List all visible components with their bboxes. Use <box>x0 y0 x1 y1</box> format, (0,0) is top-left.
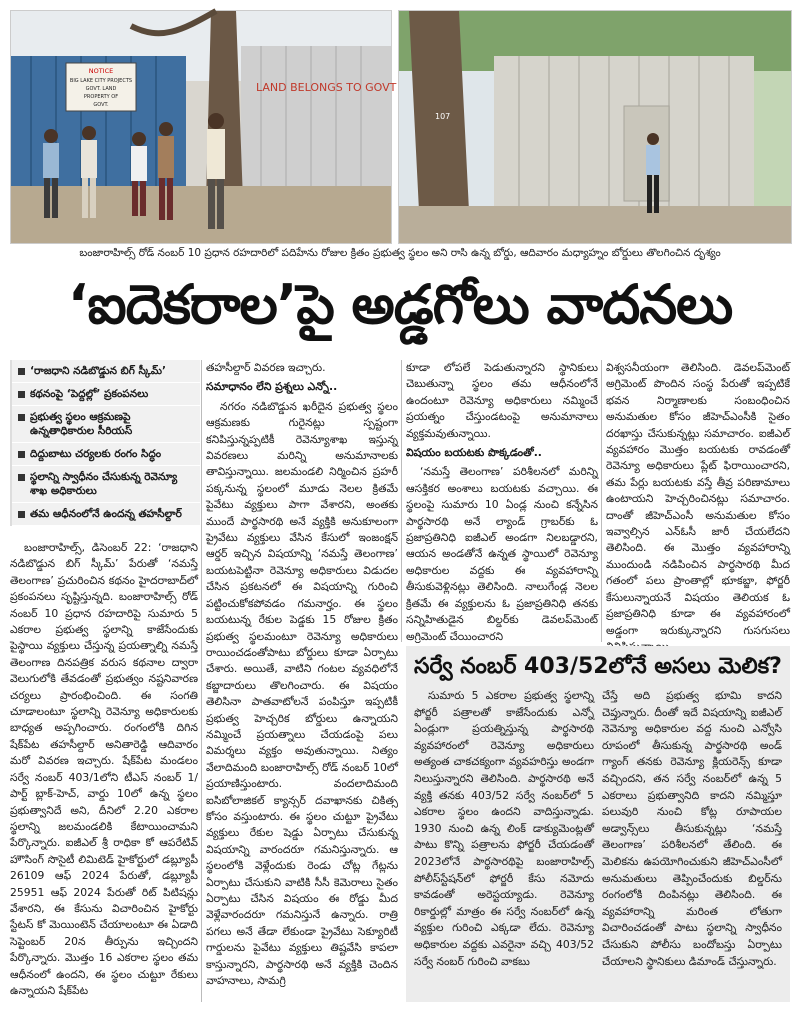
highlight-item <box>12 466 200 503</box>
highlight-item <box>12 503 200 526</box>
photo-right-illustration <box>399 11 791 243</box>
photo-boards-removed <box>398 10 792 244</box>
highlight-text: దిద్దుబాటు చర్యలకు రంగం సిద్ధం <box>30 448 162 460</box>
notice-board-line: GOVT. LAND <box>85 86 117 92</box>
article-column-4 <box>606 360 790 642</box>
article-column-1 <box>10 540 198 1002</box>
article-subhead: విషయం బయటకు పొక్కడంతో.. <box>406 446 542 460</box>
bullet-square-icon <box>18 414 25 421</box>
wall-graffiti: LAND BELONGS TO GOVT <box>256 81 397 94</box>
bullet-square-icon <box>18 474 25 481</box>
article-paragraph: చేస్తే అది ప్రభుత్వ భూమి కాదని చెప్తున్నారు. దీంతో ఇదే విషయాన్ని ఐజీఎల్ నెవెన్యూ అధికారుల వద్ద నుంచి ఎన్వోసి రూపంలో తీసుకున్న పార్థసారథి అండ్ గ్యాంగ్ తనకు రెవెన్యూ క్లియరెన్స్ కూడా వచ్చిందని, తన సర్వే నంబర్‌లో ఉన్న 5 ఎకరాలు ప్రభుత్వానిది కాదని నమ్మిస్తూ పలువురి నుంచి కోట్ల రూపాయల అడ్వాన్స్‌లు తీసుకున్నట్లు ‘నమస్తే తెలంగాణ’ పరిశీలనలో తేలింది. ఈ మెలికను ఉపయోగించుకుని జీహెచ్‌ఎంసీలో అనుమతులు తెప్పించేందుకు బిల్డర్‌ను రంగంలోకి దింపినట్లు తెలిసింది. ఈ వ్యవహారాన్ని మరింత లోతుగా విచారించడంతో పాటు స్థలాన్ని స్వాధీనం చేసుకుని పోలీసు బందోబస్తు ఏర్పాటు చేయాలని స్థానికులు డిమాండ్ చేస్తున్నారు. <box>602 689 782 968</box>
article-paragraph: విశ్వసనీయంగా తెలిసింది. డెవలప్‌మెంట్ అగ్రిమెంట్ పొందిన సంస్థ పేరుతో ఇప్పటికే భవన నిర్మాణాలకు సంబంధించిన అనుమతుల కోసం జీహెచ్‌ఎంసీకి సైతం దరఖాస్తు చేసుకున్నట్లు సమాచారం. ఐజీఎల్ వ్యవహారం మొత్తం బయటకు రావడంతో రెవెన్యూ అధికారులు ప్లేట్ ఫిరాయించారని, తమ పేర్లు బయటకు వస్తే తీవ్ర పరిణామాలు ఉంటాయని హెచ్చరించినట్లు సమాచారం. దాంతో జీహెచ్‌ఎంసీ అనుమతుల కోసం ఇవ్వాల్సిన ఎన్‌ఓసీ జారీ చేయలేదని తెలిసింది. ఈ మొత్తం వ్యవహారాన్ని ముందుండి నడిపించిన పార్థసారథి మీద గతంలో పలు ప్రాంతాల్లో భూకబ్జా, ఫోర్జరీ కేసులున్నాయనే విషయం తెలియక ఓ ప్రజాప్రతినిధి కూడా ఈ వ్యవహారంలో అడ్డంగా ఇరుక్కున్నారని గుసగుసలు <box>606 361 790 637</box>
article-paragraph: తహసీల్దార్ వివరణ ఇచ్చారు. <box>206 361 326 374</box>
highlight-text: తమ ఆధీనంలోనే ఉందన్న తహసీల్దార్ <box>30 508 182 520</box>
notice-board-line: GOVT. <box>93 102 109 108</box>
page-headline: ‘ఐదెకరాల’పై అడ్డగోలు వాదనలు <box>67 272 733 336</box>
photo-left-illustration <box>11 11 397 243</box>
article-column-3 <box>406 360 598 642</box>
article-paragraph: సుమారు 5 ఎకరాల ప్రభుత్వ స్థలాన్ని ఫోర్జరీ పత్రాలతో కాజేసేందుకు ఎన్నో ఏండ్లుగా ప్రయత్నిస్తున్న పార్థసారథి వ్యవహారంలో రెవెన్యూ అధికారులు అత్యంత చాకచక్యంగా వ్యవహరిస్తు అండగా నిలుస్తున్నారని తెలిసింది. పార్థసారథి అనే వ్యక్తి తనకు 403/52 సర్వే నంబర్‌లో 5 ఎకరాల స్థలం ఉందని వాదిస్తున్నాడు. 1930 నుంచి ఉన్న లింక్ డాక్యుమెంట్లతో పాటు కొన్ని పత్రాలను ఫోర్జరీ చేయడంతో 2023లోనే పార్థసారథిపై బంజారాహిల్స్ పోలీస్‌స్టేషన్‌లో ఫోర్జరీ కేసు నమోదు కావడంతో అరెస్టయ్యాడు. రెవెన్యూ రికార్డుల్లో మాత్రం ఈ సర్వే నంబర్‌లో ఉన్న వ్యక్తుల గురించి ఎక్కడా లేదు. రెవెన్యూ అధికారుల వద్దకు ఎవరైనా వచ్చి 403/52 సర్వే నంబర్ గురించి వాకబు <box>414 689 594 968</box>
article-paragraph: నగరం నడిబొడ్డున ఖరీదైన ప్రభుత్వ స్థలం ఆక్రమణకు గురైనట్లు స్పష్టంగా కనిపిస్తున్నప్పటికీ రెవెన్యూశాఖ ఇస్తున్న వివరణలు మరిన్ని అనుమానాలకు తావిస్తున్నాయి. జలమండలి నిర్మించిన ప్రహరీ పక్కనున్న స్థలంలో మూడు నెలల క్రితమే పైవేటు వ్యక్తులు పాగా వేశారని, అంతకు ముందే పార్థసారథి అనే వ్యక్తికి అనుకూలంగా ప్రైవేటు వ్యక్తులు వేసిన కేసులో ఇంజంక్షన్ ఆర్డర్ ఇచ్చిన విషయాన్ని ‘నమస్తే తెలంగాణ’ బయటపెట్టినా రెవెన్యూ అధికారులు విడుదల చేసిన ప్రకటనలో ఈ విషయాన్ని గురించి పట్టించుకోకపోవడం గమనార్హం. ఈ స్థలం బయటున్న రేకుల పెడ్డకు 15 రోజుల క్రితం ప్రభుత్వ స్థలమంటూ రెవెన్యూ అధికారులు రాయించడంతోపాటు బోర్డులు కూడా ఏర్పాటు చేశారు. అయితే, వాటిని గంటల వ్యవధిలోనే కబ్జాదారులు తొలగించారు. ఈ విషయం తెలిసినా పాతవాటోలనే పంపిస్తూ ఇప్పటికీ ప్రభుత్వ హెచ్చరిక బోర్డులు ఉన్నాయని నమ్మించే ప్రయత్నాలు చేయడంపై పలు విమర్శలు వ్యక్తం అవుతున్నాయి. నిత్యం వేలాదిమంది బంజారాహిల్స్ రోడ్ నంబర్ 10లో ప్రయాణిస్తుంటారు. వందలాదిమంది ఐసిబోలాజికల్ క్యాన్సర్ దవాఖానకు చికిత్స కోసం వస్తుంటారు. ఈ స్థలం చుట్టూ ప్రైవేటు వ్యక్తులు రేకుల షెడ్డు ఏర్పాటు చేసుకున్న విషయాన్ని వారందరూ గమనిస్తున్నారు. ఆ స్థలంలోకి వెళ్లేందుకు రెండు చోట్ల గేట్లను ఏర్పాటు చేసుకుని వాటికి సీసీ కెమెరాలు సైతం ఏర్పాటు చేసిన విషయం ఈ రోడ్డు మీద వెళ్లేవారందరూ గమనిస్తునే ఉన్నారు. రాత్రి పగలు అనే తేడా లేకుండా ప్రైవేటు సెక్యూరిటీ గార్డులను పైవేటు వ్యక్తులు తిష్టవేసి కాపలా కాస్తున్నారని, పార్థసారథి అనే వ్యక్తికి చెందిన వాహనాలు, సామగ్రి <box>206 399 398 988</box>
column-divider <box>601 360 602 642</box>
highlight-text: కథనంపై ‘పెద్దల్లో’ ప్రకంపనలు <box>30 388 149 400</box>
column-divider <box>201 360 202 1002</box>
photo-caption: బంజారాహిల్స్ రోడ్ నంబర్ 10 ప్రధాన రహదారిలో పదిహేను రోజుల క్రితం ప్రభుత్వ స్థలం అని రాసి ఉన్న బోర్డు, ఆదివారం మధ్యాహ్నం బోర్డులు తొలగించిన దృశ్యం <box>79 247 721 259</box>
highlight-text: స్థలాన్ని స్వాధీనం చేసుకున్న రెవెన్యూ శాఖ అధికారులు <box>30 471 178 497</box>
tree-mark: 107 <box>435 112 451 121</box>
bullet-square-icon <box>18 511 25 518</box>
sidebar-story-box <box>406 646 790 1002</box>
notice-board-line: PROPERTY OF <box>83 94 119 100</box>
highlight-item <box>12 406 200 443</box>
highlight-text: ‘రాజధాని నడిబొడ్డున బిగ్ స్కీమ్’ <box>30 365 166 377</box>
bullet-square-icon <box>18 391 25 398</box>
highlight-text: ప్రభుత్వ స్థలం ఆక్రమణపై ఉన్నతాధికారుల సీరియస్ <box>30 411 133 437</box>
photo-boards-installed <box>10 10 397 244</box>
highlight-item <box>12 383 200 406</box>
article-paragraph: బంజారాహిల్స్, డిసెంబర్ 22: ‘రాజధాని నడిబొడ్డున బిగ్ స్కీమ్’ పేరుతో ‘నమస్తే తెలంగాణ’ ప్రచురించిన కథనం హైదరాబాద్‌లో ప్రకంపనలు సృష్టిస్తున్నది. బంజారాహిల్స్ రోడ్ నంబర్ 10 ప్రధాన రహదారిపై సుమారు 5 ఎకరాల ప్రభుత్వ స్థలాన్ని కాజేసేందుకు పైస్థాయి వ్యక్తులు చేస్తున్న ప్రయత్నాల్ని నమస్తే తెలంగాణ దినపత్రిక వరుస కథనాల ద్వారా వెలుగులోకి తేవడంతో ప్రభుత్వం నష్టనివారణ చర్యలు ప్రారంభించింది. ఈ సంగతి చూడాలంటూ స్థలాన్ని రెవెన్యూ అధికారులకు బాధ్యత అప్పగించారు. రంగంలోకి దిగిన షేక్‌పేట తహసీల్దార్ అనితారెడ్డి ఆదివారం మరో వివరణ ఇచ్చారు. షేక్‌పేట మండలం సర్వే నంబర్ 403/1లోని టీఎస్ నంబర్ 1/పార్ట్ బ్లాక్-హెచ్, వార్డు 10లో ఉన్న స్థలం ప్రభుత్వానిదే అని, దీనిలో 2.20 ఎకరాల స్థలాన్ని జలమండలికి కేటాయించామని పేర్కొన్నారు. ఐజీఎల్ శ్రీ రాధికా కో ఆపరేటివ్ హౌసింగ్ సొసైటీ లిమిటెడ్ హైకోర్టులో డబ్ల్యూపీ 26109 ఆఫ్ 2024 పేరుతో, డబ్ల్యూపీ 25951 ఆఫ్ 2024 పేరుతో రిట్ పిటిషన్లు వేశారని, ఈ కేసును విచారించిన హైకోర్టు స్టేటస్ కో మెయింటెన్ చేయాలంటూ ఈ ఏడాది సెప్టెంబర్ 20న తీర్పును ఇచ్చిందని పేర్కొన్నారు. మొత్తం 16 ఎకరాల స్థలం తమ ఆధీనంలో ఉందని, ఈ స్థలం చుట్టూ రేకులు ఉన్నాయని షేక్‌పేట <box>10 541 198 997</box>
highlight-item <box>12 360 200 383</box>
bullet-square-icon <box>18 368 25 375</box>
article-paragraph: కూడా లోపలే పెడుతున్నారని స్థానికులు చెబుతున్నా స్థలం తమ ఆధీనంలోనే ఉందంటూ రెవెన్యూ అధికారులు నమ్మించే ప్రయత్నం చేస్తుండటంపై అనుమానాలు వ్యక్తమవుతున్నాయి. <box>406 361 598 440</box>
highlight-item <box>12 443 200 466</box>
article-column-2 <box>206 360 398 1002</box>
notice-board-line: BIG LAKE CITY PROJECTS <box>69 78 133 84</box>
highlights-box <box>10 360 200 526</box>
column-divider <box>401 360 402 642</box>
notice-board-line: NOTICE <box>88 67 114 75</box>
article-subhead: సమాధానం లేని ప్రశ్నలు ఎన్నో.. <box>206 380 338 394</box>
bullet-square-icon <box>18 451 25 458</box>
sidebar-story-column-left <box>414 688 594 996</box>
sidebar-story-title: సర్వే నంబర్ 403/52లోనే అసలు మెలిక? <box>414 654 782 679</box>
article-paragraph: ‘నమస్తే తెలంగాణ’ పరిశీలనలో మరిన్ని ఆసక్తికర అంశాలు బయటకు వచ్చాయి. ఈ స్థలంపై సుమారు 10 ఏండ్ల నుంచి కన్నేసిన పార్థసారథి అనే ల్యాండ్ గ్రాబర్‌కు ఓ ప్రజాప్రతినిధి ఐజీఎల్ అండగా నిలబడ్డారని, ఆయన అండతోనే ఉన్నత స్థాయిలో రెవెన్యూ అధికారుల వద్దకు ఈ వ్యవహారాన్ని తీసుకువెళ్లినట్లు తెలిసింది. నాలుగేండ్ల నెలల క్రితమే ఈ వ్యక్తులను ఓ ప్రజాప్రతినిధి తనకు సన్నిహితుడైన బిల్డర్‌కు డెవలప్‌మెంట్ అగ్రిమెంట్ చేయించారని <box>406 465 598 643</box>
sidebar-story-column-right <box>602 688 782 996</box>
